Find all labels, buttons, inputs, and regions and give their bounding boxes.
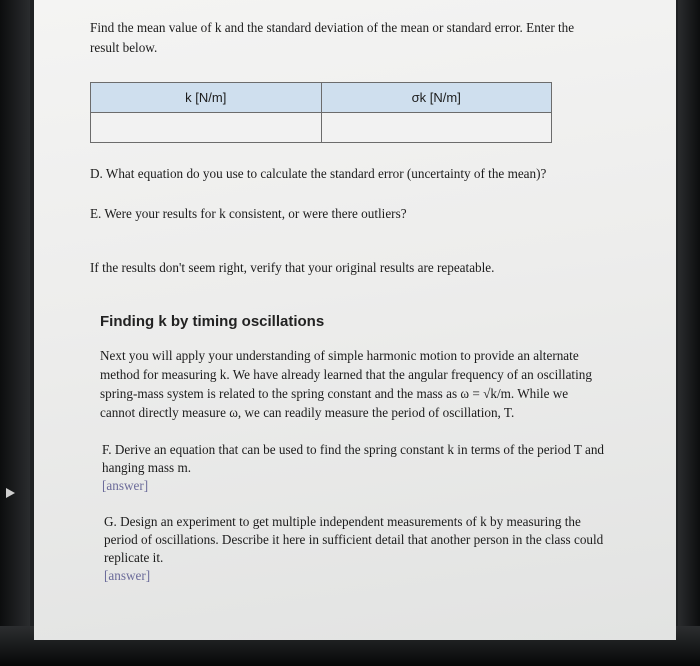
answer-g-field[interactable]: [answer] [104, 568, 151, 583]
header-k: k [N/m] [91, 83, 322, 113]
cell-k-value[interactable] [91, 113, 322, 143]
answer-f-field[interactable]: [answer] [102, 478, 149, 493]
intro-line-1: Find the mean value of k and the standard deviation of the mean or standard error. Enter the [90, 20, 575, 35]
document-screen [34, 0, 676, 640]
intro-line-2: result below. [90, 40, 158, 55]
results-table [90, 82, 552, 143]
monitor-bezel-left [0, 0, 30, 666]
repeat-note: If the results don't seem right, verify that your original results are repeatable. [90, 260, 495, 275]
question-g-line-3: replicate it. [104, 550, 164, 565]
paragraph-line-2: method for measuring k. We have already learned that the angular frequency of an oscillating [100, 367, 592, 382]
question-g-line-1: G. Design an experiment to get multiple independent measurements of k by measuring the [104, 514, 581, 529]
paragraph-line-3: spring-mass system is related to the spring constant and the mass as ω = √k/m. While we [100, 386, 569, 401]
question-d: D. What equation do you use to calculate the standard error (uncertainty of the mean)? [90, 166, 547, 181]
question-f-line-2: hanging mass m. [102, 460, 192, 475]
question-g-line-2: period of oscillations. Describe it here in sufficient detail that another person in the class could [104, 532, 604, 547]
section-title: Finding k by timing oscillations [100, 313, 325, 330]
header-sigma-k: σk [N/m] [321, 83, 552, 113]
question-f-line-1: F. Derive an equation that can be used to find the spring constant k in terms of the period T and [102, 442, 605, 457]
paragraph-line-4: cannot directly measure ω, we can readily measure the period of oscillation, T. [100, 405, 515, 420]
paragraph-line-1: Next you will apply your understanding of simple harmonic motion to provide an alternate [100, 348, 579, 363]
question-e: E. Were your results for k consistent, or were there outliers? [90, 206, 407, 221]
cell-sigma-k-value[interactable] [321, 113, 552, 143]
cursor-arrow-icon [6, 488, 15, 498]
monitor-bezel-right [678, 0, 700, 666]
